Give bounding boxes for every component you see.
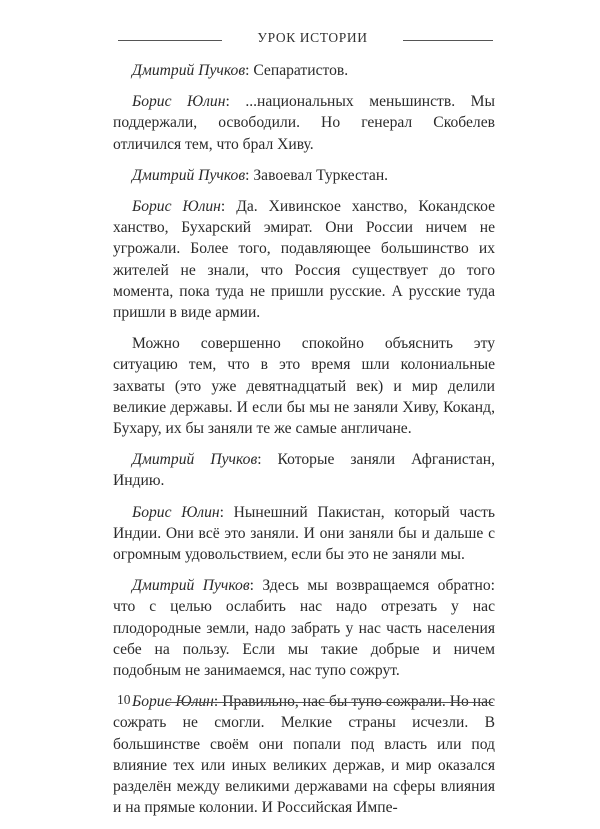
header-rule-left (118, 40, 222, 41)
paragraph-text: : Которые заняли Афганистан, Индию. (113, 451, 495, 490)
paragraph (113, 165, 495, 186)
speaker-name: Дмитрий Пучков (132, 577, 250, 595)
speaker-name: Дмитрий Пучков (132, 451, 258, 469)
speaker-name: Дмитрий Пучков (132, 62, 246, 79)
speaker-name: Борис Юлин (132, 93, 226, 111)
speaker-name: Дмитрий Пучков (132, 166, 246, 184)
paragraph (113, 502, 495, 566)
page-footer (0, 692, 600, 712)
paragraph (113, 449, 495, 491)
paragraph-text: : Сепаратистов. (245, 62, 349, 79)
paragraph-text: : Да. Хивинское ханство, Кокандское ханство, Бухарский эмират. Они России ничем не угрожали. Более того, подавляющее большинство их жителей не знали, что Россия существует до того момента, пока туда не пришли русские. А русские туда пришли в виде армии. (113, 198, 495, 322)
header-title: УРОК ИСТОРИИ (257, 30, 368, 45)
page-number: 10 (117, 692, 131, 707)
paragraph-text: : ...национальных меньшинств. Мы поддержали, освободили. Но генерал Скобелев отличился тем, что брал Хиву. (113, 93, 495, 153)
paragraph-text: : Правильно, нас бы тупо сожрали. Но нас сожрать не смогли. Мелкие страны исчезли. В большинстве своём они попали под власть или под влияние тех или иных великих держав, и мир оказался разделён между великими державами на сферы влияния и на прямые колонии. И Российская Импе- (113, 693, 495, 817)
paragraph (113, 333, 495, 439)
paragraph (113, 91, 495, 155)
paragraph (113, 60, 495, 81)
paragraph-text: : Нынешний Пакистан, который часть Индии. Они всё это заняли. И они заняли бы и дальше с огромным удовольствием, если бы это не заняли мы. (113, 503, 495, 564)
header-rule-right (403, 40, 493, 41)
paragraph-text: Можно совершенно спокойно объяснить эту ситуацию тем, что в это время шли колониальные захваты (это уже девятнадцатый век) и мир делили великие державы. И если бы мы не заняли Хиву, Коканд, Бухару, их бы заняли те же самые англичане. (113, 335, 495, 438)
speaker-name: Борис Юлин (132, 693, 214, 711)
speaker-name: Борис Юлин (132, 198, 221, 216)
running-header (0, 30, 600, 50)
paragraph-text: : Завоевал Туркестан. (245, 166, 389, 184)
paragraph (113, 196, 495, 323)
paragraph-text: : Здесь мы возвращаемся обратно: что с целью ослабить нас надо отрезать у нас плодородные земли, надо забрать у нас часть населения себе на пользу. Если мы такие добрые и ничем подобным не занимаемся, нас тупо сожрут. (113, 577, 495, 680)
footer-rule (165, 702, 493, 703)
page-body (113, 60, 495, 829)
speaker-name: Борис Юлин (132, 503, 220, 521)
paragraph (113, 575, 495, 681)
